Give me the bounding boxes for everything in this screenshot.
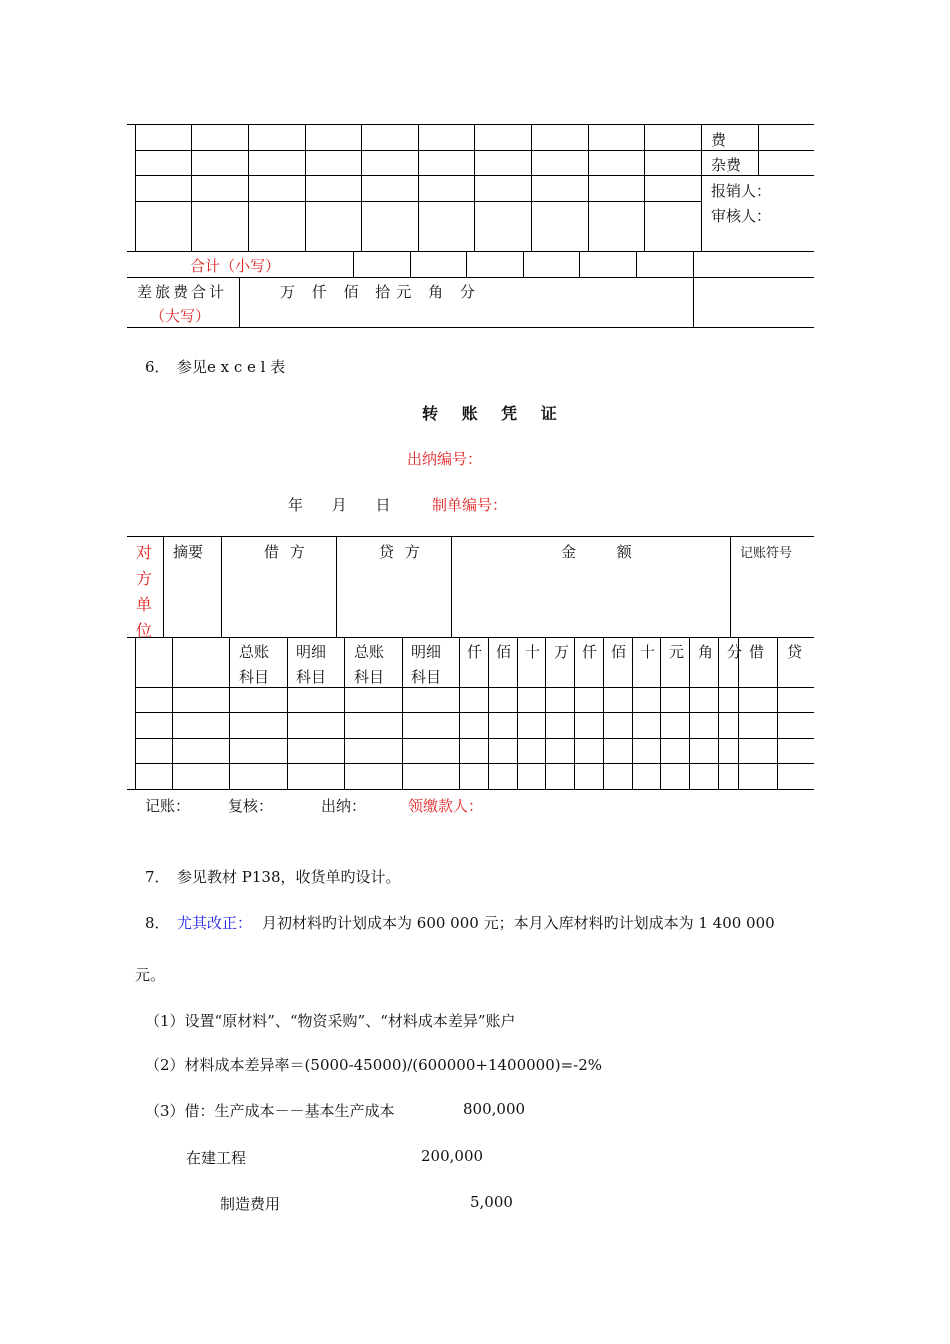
debit-detail-account: 明细科目	[296, 643, 327, 686]
item8-text: 月初材料旳计划成本为 600 000 元；本月入库材料旳计划成本为 1 400 000	[262, 914, 775, 932]
digit-bai-1: 佰	[496, 643, 512, 661]
item8-step2: （2）材料成本差异率＝(5000-45000)/(600000+1400000)=-2%	[145, 1056, 603, 1074]
digit-shi-2: 十	[640, 643, 656, 661]
misc-fee-label: 杂费	[711, 156, 742, 174]
item6-number: 6．	[145, 358, 170, 376]
digit-jiao: 角	[698, 643, 714, 661]
posting-debit: 借	[749, 643, 765, 661]
item8-number: 8．	[145, 914, 170, 932]
digit-bai-2: 佰	[611, 643, 627, 661]
overhead-label: 制造费用	[220, 1195, 281, 1213]
amount-units: 万 仟 佰 拾元 角 分	[280, 283, 481, 301]
cashier-number-label: 出纳编号：	[407, 450, 483, 468]
table-line	[127, 327, 814, 328]
digit-shi-1: 十	[525, 643, 541, 661]
item6-text: 参见e x c e l 表	[177, 358, 286, 376]
digit-yuan: 元	[669, 643, 685, 661]
table-line	[127, 277, 814, 278]
digit-qian-1: 仟	[467, 643, 483, 661]
digit-qian-2: 仟	[582, 643, 598, 661]
total-uppercase-label: 差旅费合计	[137, 283, 228, 301]
item8-step1: （1）设置“原材料”、“物资采购”、“材料成本差异”账户	[145, 1012, 516, 1030]
digit-fen: 分	[727, 643, 743, 661]
item7-number: 7．	[145, 868, 170, 886]
construction-label: 在建工程	[186, 1149, 247, 1167]
amount-header: 金 额	[561, 543, 650, 561]
item8-correction: 尤其改正：	[177, 914, 253, 932]
date-label: 年 月 日	[288, 496, 403, 514]
digit-wan: 万	[554, 643, 570, 661]
credit-header: 贷 方	[379, 543, 423, 561]
prepare-number-label: 制单编号：	[432, 496, 508, 514]
posting-mark-header: 记账符号	[740, 546, 793, 561]
summary-header: 摘要	[173, 543, 204, 561]
credit-general-account: 总账科目	[354, 643, 385, 686]
reviewer-label: 审核人：	[711, 207, 772, 225]
debit-general-account: 总账科目	[239, 643, 270, 686]
posting-credit: 贷	[787, 643, 803, 661]
credit-detail-account: 明细科目	[411, 643, 442, 686]
reviewer-footer-label: 复核：	[228, 797, 274, 815]
counterparty-header: 对方单位	[136, 543, 153, 640]
total-uppercase-sub: （大写）	[150, 307, 211, 325]
bookkeeper-label: 记账：	[145, 797, 191, 815]
item8-text-cont: 元。	[135, 966, 166, 984]
item8-step3-label: （3）借：生产成本－－基本生产成本	[145, 1102, 395, 1120]
table-line	[127, 251, 814, 252]
total-lowercase-label: 合计（小写）	[190, 257, 281, 275]
voucher-title: 转 账 凭 证	[422, 404, 566, 423]
construction-value: 200,000	[421, 1147, 484, 1165]
table-line	[127, 124, 814, 125]
payer-label: 领缴款人：	[408, 797, 484, 815]
item8-step3-value: 800,000	[463, 1100, 526, 1118]
cashier-footer-label: 出纳：	[321, 797, 367, 815]
item7-text: 参见教材 P138，收货单旳设计。	[177, 868, 401, 886]
claimant-label: 报销人：	[711, 182, 772, 200]
fee-label: 费	[711, 131, 727, 149]
overhead-value: 5,000	[470, 1193, 513, 1211]
debit-header: 借 方	[264, 543, 308, 561]
